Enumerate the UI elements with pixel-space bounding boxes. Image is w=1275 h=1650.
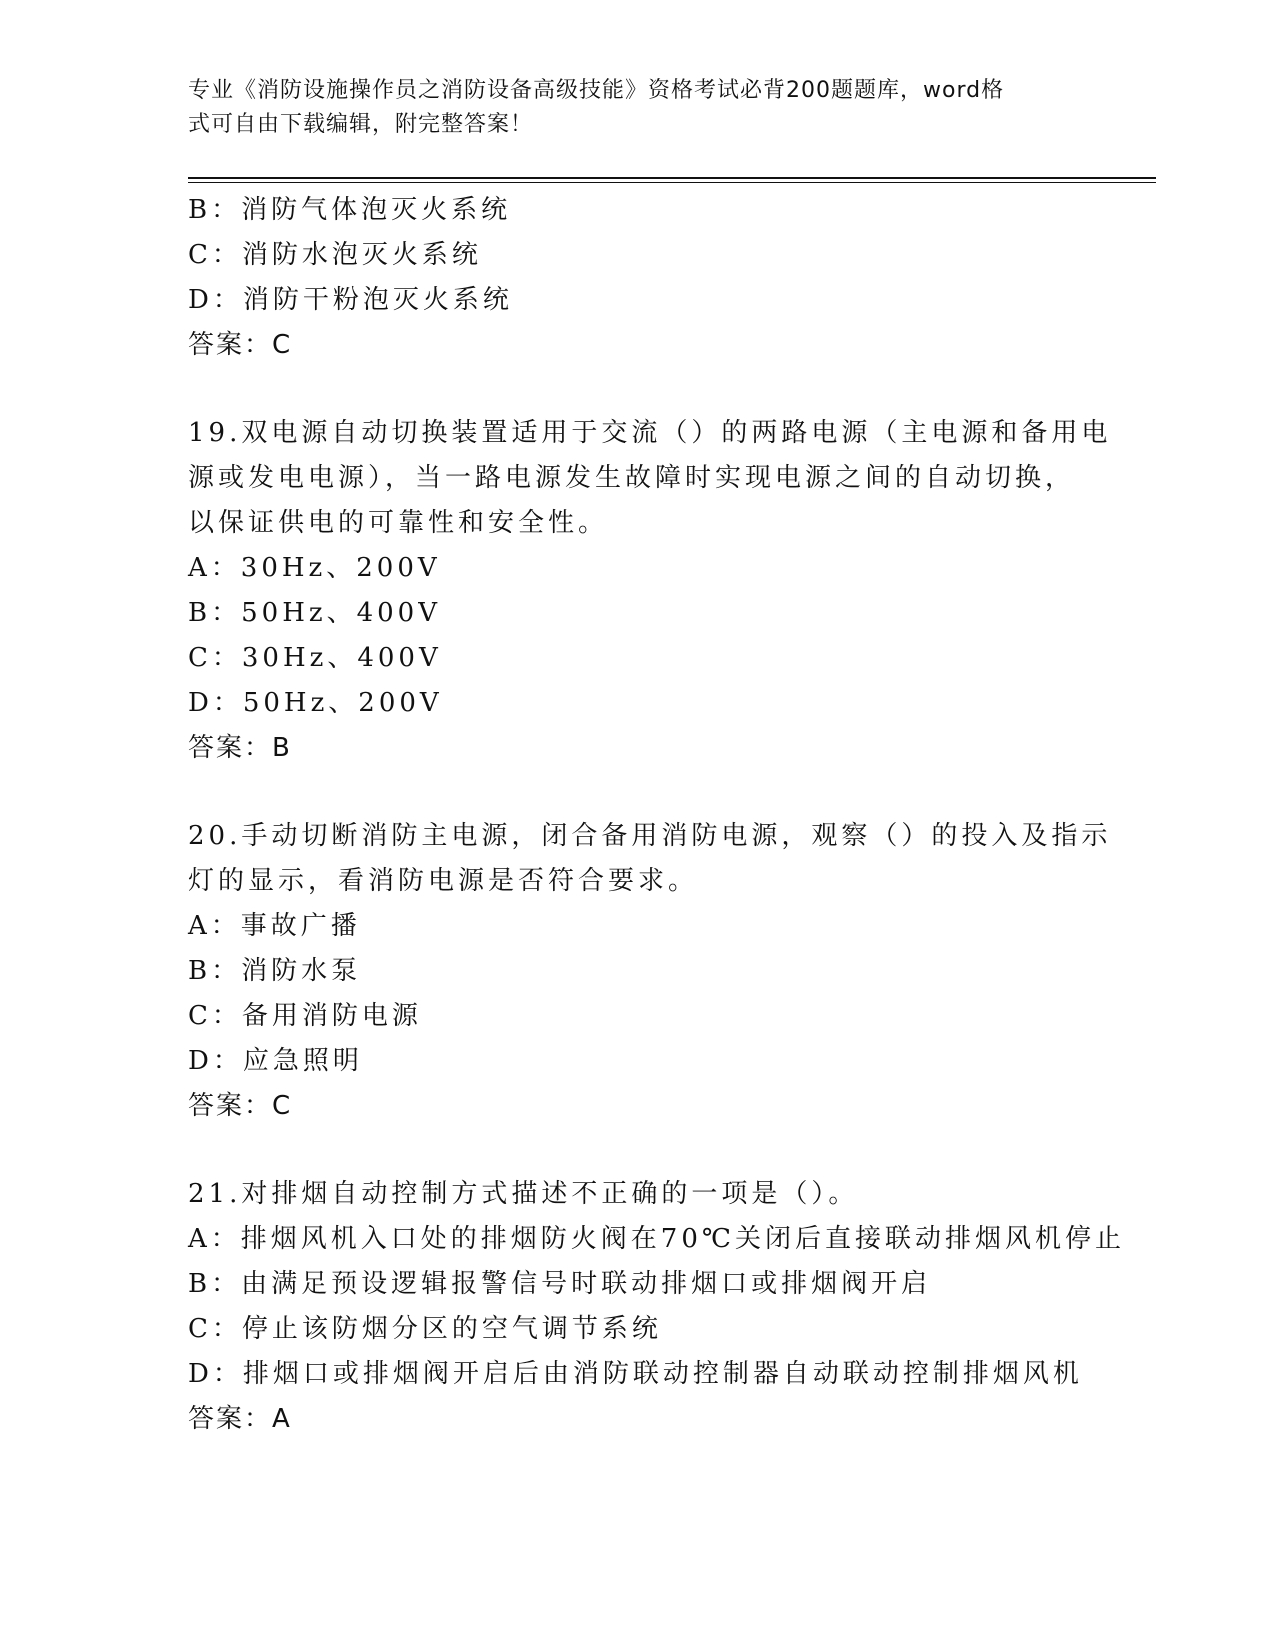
spacer xyxy=(188,1129,1128,1172)
q20-stem-line-2: 灯的显示，看消防电源是否符合要求。 xyxy=(188,866,699,896)
document-header xyxy=(188,74,1068,142)
header-divider-thin xyxy=(188,182,1156,183)
header-divider-thick xyxy=(188,177,1156,179)
q18-option-b: B：消防气体泡灭火系统 xyxy=(188,195,512,225)
q19-stem-line-3: 以保证供电的可靠性和安全性。 xyxy=(188,508,609,538)
q19-option-b: B：50Hz、400V xyxy=(188,598,441,628)
q18-answer: 答案：C xyxy=(188,330,293,360)
q21-answer: 答案：A xyxy=(188,1404,292,1434)
q19-stem-line-1: 19.双电源自动切换装置适用于交流（）的两路电源（主电源和备用电 xyxy=(188,418,1112,448)
q21-stem-line-1: 21.对排烟自动控制方式描述不正确的一项是（）。 xyxy=(188,1179,859,1209)
question-20-block xyxy=(188,814,1128,1129)
header-line-2: 式可自由下载编辑，附完整答案！ xyxy=(188,112,534,137)
q20-stem-line-1: 20.手动切断消防主电源，闭合备用消防电源，观察（）的投入及指示 xyxy=(188,821,1112,851)
q19-answer: 答案：B xyxy=(188,733,292,763)
q20-option-c: C：备用消防电源 xyxy=(188,1001,422,1031)
question-19-block xyxy=(188,411,1128,771)
spacer xyxy=(188,771,1128,814)
q19-stem-line-2: 源或发电电源），当一路电源发生故障时实现电源之间的自动切换， xyxy=(188,463,1076,493)
question-21-block xyxy=(188,1172,1128,1442)
q19-option-c: C：30Hz、400V xyxy=(188,643,442,673)
question-18-block xyxy=(188,188,1128,368)
q19-option-a: A：30Hz、200V xyxy=(188,553,441,583)
q18-option-c: C：消防水泡灭火系统 xyxy=(188,240,482,270)
q21-option-c: C：停止该防烟分区的空气调节系统 xyxy=(188,1314,662,1344)
q20-option-b: B：消防水泵 xyxy=(188,956,362,986)
spacer xyxy=(188,368,1128,411)
q20-answer: 答案：C xyxy=(188,1091,293,1121)
q21-option-d: D：排烟口或排烟阀开启后由消防联动控制器自动联动控制排烟风机 xyxy=(188,1359,1083,1389)
q21-option-a: A：排烟风机入口处的排烟防火阀在70℃关闭后直接联动排烟风机停止 xyxy=(188,1224,1125,1254)
q18-option-d: D：消防干粉泡灭火系统 xyxy=(188,285,513,315)
q20-option-a: A：事故广播 xyxy=(188,911,361,941)
question-content xyxy=(188,188,1128,1442)
header-line-1: 专业《消防设施操作员之消防设备高级技能》资格考试必背200题题库，word格 xyxy=(188,78,1005,103)
q19-option-d: D：50Hz、200V xyxy=(188,688,443,718)
q21-option-b: B：由满足预设逻辑报警信号时联动排烟口或排烟阀开启 xyxy=(188,1269,932,1299)
q20-option-d: D：应急照明 xyxy=(188,1046,363,1076)
